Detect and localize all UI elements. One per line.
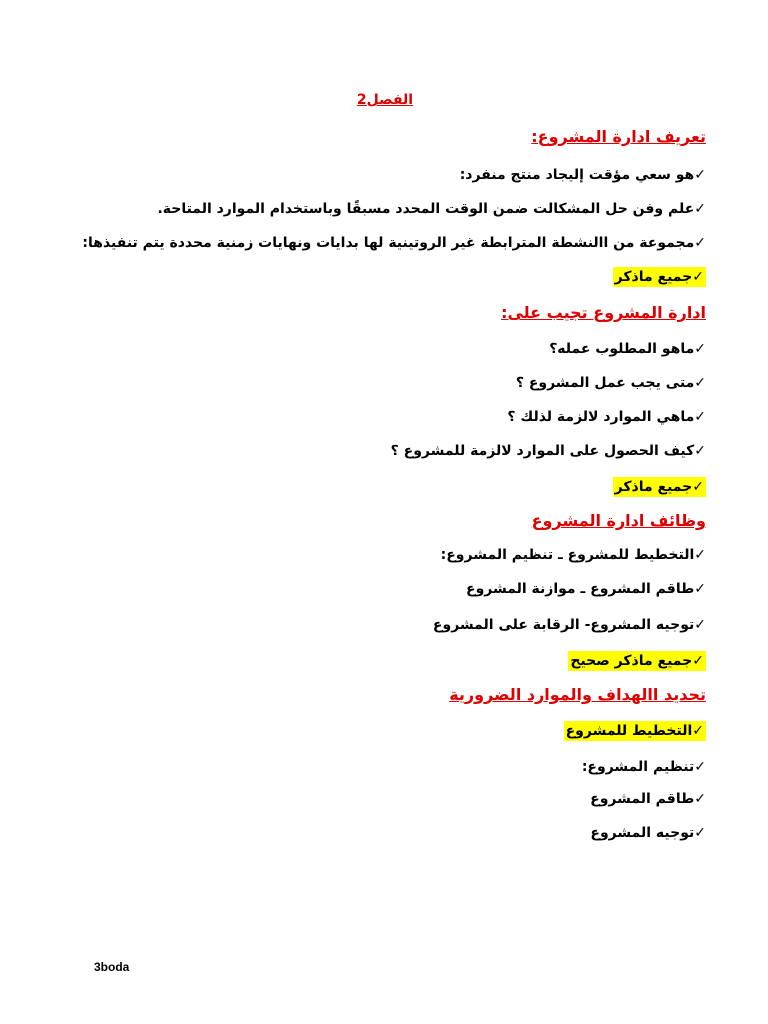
list-item: ✓هو سعي مؤقت إليجاد منتج منفرد: xyxy=(459,167,706,183)
list-item: ✓التخطيط للمشروع ـ تنظيم المشروع: xyxy=(440,547,706,563)
list-item: ✓تنظيم المشروع: xyxy=(581,759,706,775)
section-heading: ادارة المشروع تجيب على: xyxy=(501,303,706,322)
section-heading: تعريف ادارة المشروع: xyxy=(531,127,706,146)
list-item: ✓علم وفن حل المشكالت ضمن الوقت المحدد مسبقًا وباستخدام الموارد المتاحة. xyxy=(157,201,706,217)
chapter-title: الفصل2 xyxy=(356,92,414,108)
list-item: ✓كيف الحصول على الموارد لالزمة للمشروع ؟ xyxy=(390,443,706,459)
list-item: ✓مجموعة من االنشطة المترابطة غير الروتينية لها بدايات ونهايات زمنية محددة يتم تنفيذها: xyxy=(82,235,706,251)
list-item: ✓متى يجب عمل المشروع ؟ xyxy=(515,375,706,391)
answer-highlight: ✓جميع ماذكر xyxy=(614,269,704,285)
list-item: ✓طاقم المشروع xyxy=(590,791,706,807)
list-item: ✓طاقم المشروع ـ موازنة المشروع xyxy=(466,581,706,597)
list-item: ✓ماهو المطلوب عمله؟ xyxy=(549,341,706,357)
footer-author: 3boda xyxy=(94,960,130,974)
answer-highlight: ✓التخطيط للمشروع xyxy=(565,723,704,739)
list-item: ✓توجيه المشروع xyxy=(590,825,706,841)
list-item: ✓ماهي الموارد لالزمة لذلك ؟ xyxy=(507,409,706,425)
answer-highlight: ✓جميع ماذكر صحيح xyxy=(570,653,704,669)
section-heading: تحديد االهداف والموارد الضرورية xyxy=(449,685,706,704)
answer-highlight: ✓جميع ماذكر xyxy=(614,479,704,495)
section-heading: وظائف ادارة المشروع xyxy=(531,511,706,530)
list-item: ✓توجيه المشروع- الرقابة على المشروع xyxy=(432,617,706,633)
